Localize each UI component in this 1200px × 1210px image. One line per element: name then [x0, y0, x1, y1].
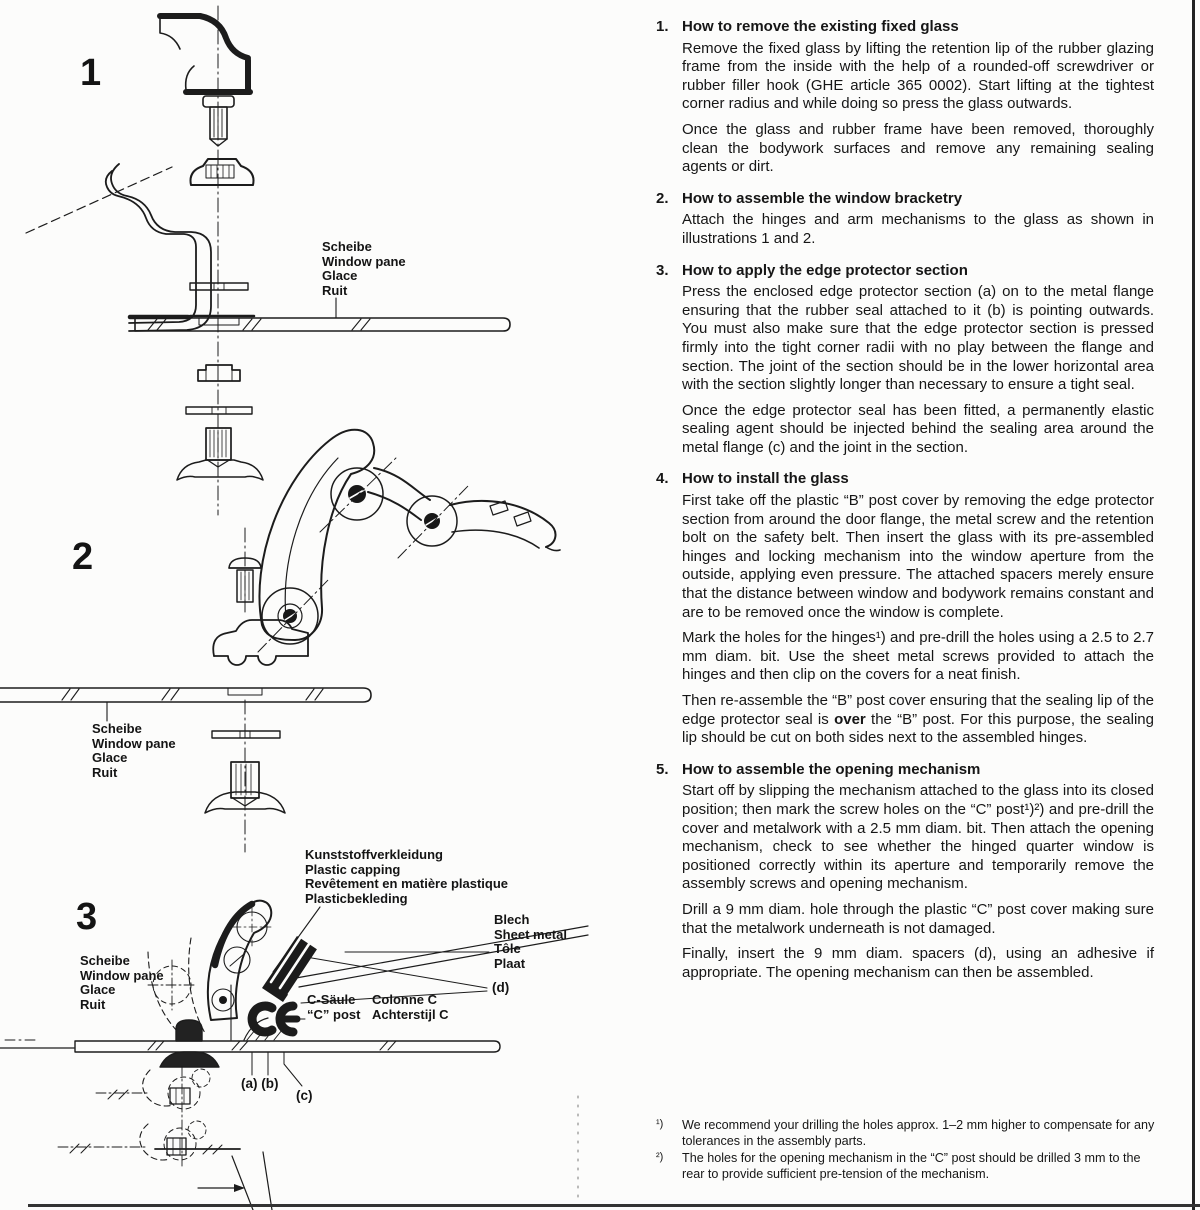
callout-b: (b)	[261, 1076, 279, 1091]
label-line: Window pane	[80, 967, 164, 983]
label-line: C-Säule	[307, 992, 356, 1007]
label-line: Ruit	[80, 996, 106, 1012]
footnote-marker: ¹)	[656, 1118, 664, 1130]
callout-a: (a)	[241, 1076, 258, 1091]
footnote-marker: ²)	[656, 1151, 664, 1164]
c-post-label-alt	[372, 993, 449, 1022]
section-title: How to install the glass	[682, 470, 849, 488]
section-number: 3.	[656, 261, 669, 279]
c-post-label	[307, 993, 360, 1022]
paragraph	[682, 692, 1154, 748]
section-number: 2.	[656, 189, 669, 207]
section-2	[656, 190, 1154, 249]
section-title: How to apply the edge protector section	[682, 261, 968, 279]
fig3-glass-label	[80, 954, 164, 1012]
paragraph: Once the edge protector seal has been fitted, a permanently elastic sealing agent should be injected behind the sealing area around the metal flange (c) and the joint in the section.	[682, 401, 1154, 456]
section-4	[656, 470, 1154, 747]
label-line: Blech	[494, 912, 530, 927]
footnote-2	[656, 1151, 1164, 1182]
label-line: Scheibe	[92, 721, 142, 736]
label-line: Glace	[322, 268, 358, 284]
sheet-metal-label	[494, 913, 567, 971]
label-line: Plastic capping	[305, 861, 401, 877]
paragraph: Press the enclosed edge protector section (a) on to the metal flange ensuring that the rubber seal attached to it (b) is pointing outwards. You must also make sure that the edge protector section is pressed firmly into the tight corner radii with no play between the flange and section. The joint of the section should be in the lower horizontal area with the section slightly longer than necessary to ensure a tight seal.	[682, 283, 1154, 394]
paragraph-text: the “B” post. For this purpose, the sealing lip should be cut on both sides next to the assembled hinges.	[682, 710, 1154, 747]
paragraph: Finally, insert the 9 mm diam. spacers (d), using an adhesive if appropriate. The opening mechanism can then be assembled.	[682, 945, 1154, 981]
emphasis-word: over	[834, 710, 866, 728]
section-title: How to assemble the opening mechanism	[682, 760, 981, 778]
section-5	[656, 761, 1154, 983]
label-line: Plaat	[494, 955, 526, 971]
label-line: “C” post	[307, 1006, 361, 1022]
section-1	[656, 18, 1154, 177]
section-number: 5.	[656, 760, 669, 778]
label-line: Kunststoffverkleidung	[305, 847, 443, 862]
paragraph: Mark the holes for the hinges¹) and pre-drill the holes using a 2.5 to 2.7 mm diam. bit. Use the sheet metal screws provided to attach the hinges and then clip on the covers for a neat finish.	[682, 629, 1154, 684]
instruction-column	[656, 18, 1154, 995]
label-line: Scheibe	[322, 239, 372, 254]
fig1-glass-label	[322, 240, 406, 298]
paragraph: Drill a 9 mm diam. hole through the plastic “C” post cover making sure that the metalwork underneath is not damaged.	[682, 900, 1154, 937]
paragraph: Remove the fixed glass by lifting the retention lip of the rubber glazing frame from the inside with the help of a rounded-off screwdriver or rubber filler hook (GHE article 365 0002). Start lifting at the tightest corner radius and while doing so press the glass outwards.	[682, 39, 1154, 113]
page-edge-bottom	[28, 1204, 1200, 1207]
callout-c: (c)	[296, 1088, 313, 1103]
label-line: Ruit	[322, 282, 348, 298]
paragraph-text: Then re-assemble the “B” post cover ensuring that the sealing lip of the edge protector seal is	[682, 692, 1154, 728]
fig2-glass-label	[92, 722, 176, 780]
callout-a-b	[241, 1076, 279, 1091]
section-3	[656, 262, 1154, 458]
label-line: Ruit	[92, 764, 118, 780]
label-line: Glace	[80, 982, 116, 998]
paragraph: Attach the hinges and arm mechanisms to the glass as shown in illustrations 1 and 2.	[682, 211, 1154, 247]
paragraph: First take off the plastic “B” post cover by removing the edge protector section from around the door flange, the metal screw and the retention bolt on the safety belt. Then insert the glass with its pre-assembled hinges and locking mechanism into the window aperture from the outside, applying even pressure. The attached spacers merely ensure that the distance between window and bodywork remains constant and are to be removed once the window is complete.	[682, 492, 1154, 621]
footnotes	[656, 1118, 1164, 1184]
label-line: Scheibe	[80, 953, 130, 968]
footnote-text: We recommend your drilling the holes approx. 1–2 mm higher to compensate for any tolerances in the assembly parts.	[682, 1118, 1155, 1148]
callout-d: (d)	[492, 980, 510, 995]
footnote-text: The holes for the opening mechanism in the “C” post should be drilled 3 mm to the rear to provide sufficient pre-tension of the mechanism.	[682, 1151, 1141, 1181]
page-edge-right	[1192, 0, 1195, 1210]
section-title: How to assemble the window bracketry	[682, 189, 963, 207]
label-line: Colonne C	[372, 992, 437, 1007]
label-line: Window pane	[92, 735, 176, 751]
paragraph: Once the glass and rubber frame have been removed, thoroughly clean the bodywork surfaces and remove any remaining sealing agents or dirt.	[682, 120, 1154, 176]
fig3-number: 3	[76, 896, 98, 938]
paragraph: Start off by slipping the mechanism attached to the glass into its closed position; then mark the screw holes on the “C” post¹)²) and pre-drill the cover and metalwork with a 2.5 mm diam. bit. Then attach the opening mechanism, check to see whether the hinged quarter window is positioned correctly within its aperture and temporarily remove the assembly screws and opening mechanism.	[682, 782, 1154, 893]
fig1-number: 1	[80, 52, 102, 94]
section-title: How to remove the existing fixed glass	[682, 18, 959, 35]
fig2-number: 2	[72, 536, 94, 578]
section-number: 1.	[656, 18, 669, 35]
label-line: Sheet metal	[494, 926, 567, 942]
plastic-capping-label	[305, 848, 508, 906]
label-line: Plasticbekleding	[305, 890, 408, 906]
label-line: Glace	[92, 750, 128, 766]
label-line: Tôle	[494, 941, 521, 957]
label-line: Revêtement en matière plastique	[305, 876, 509, 892]
fig2-drawing	[0, 430, 560, 852]
label-line: Window pane	[322, 253, 406, 269]
footnote-1	[656, 1118, 1164, 1149]
section-number: 4.	[656, 470, 669, 488]
label-line: Achterstijl C	[372, 1006, 449, 1022]
